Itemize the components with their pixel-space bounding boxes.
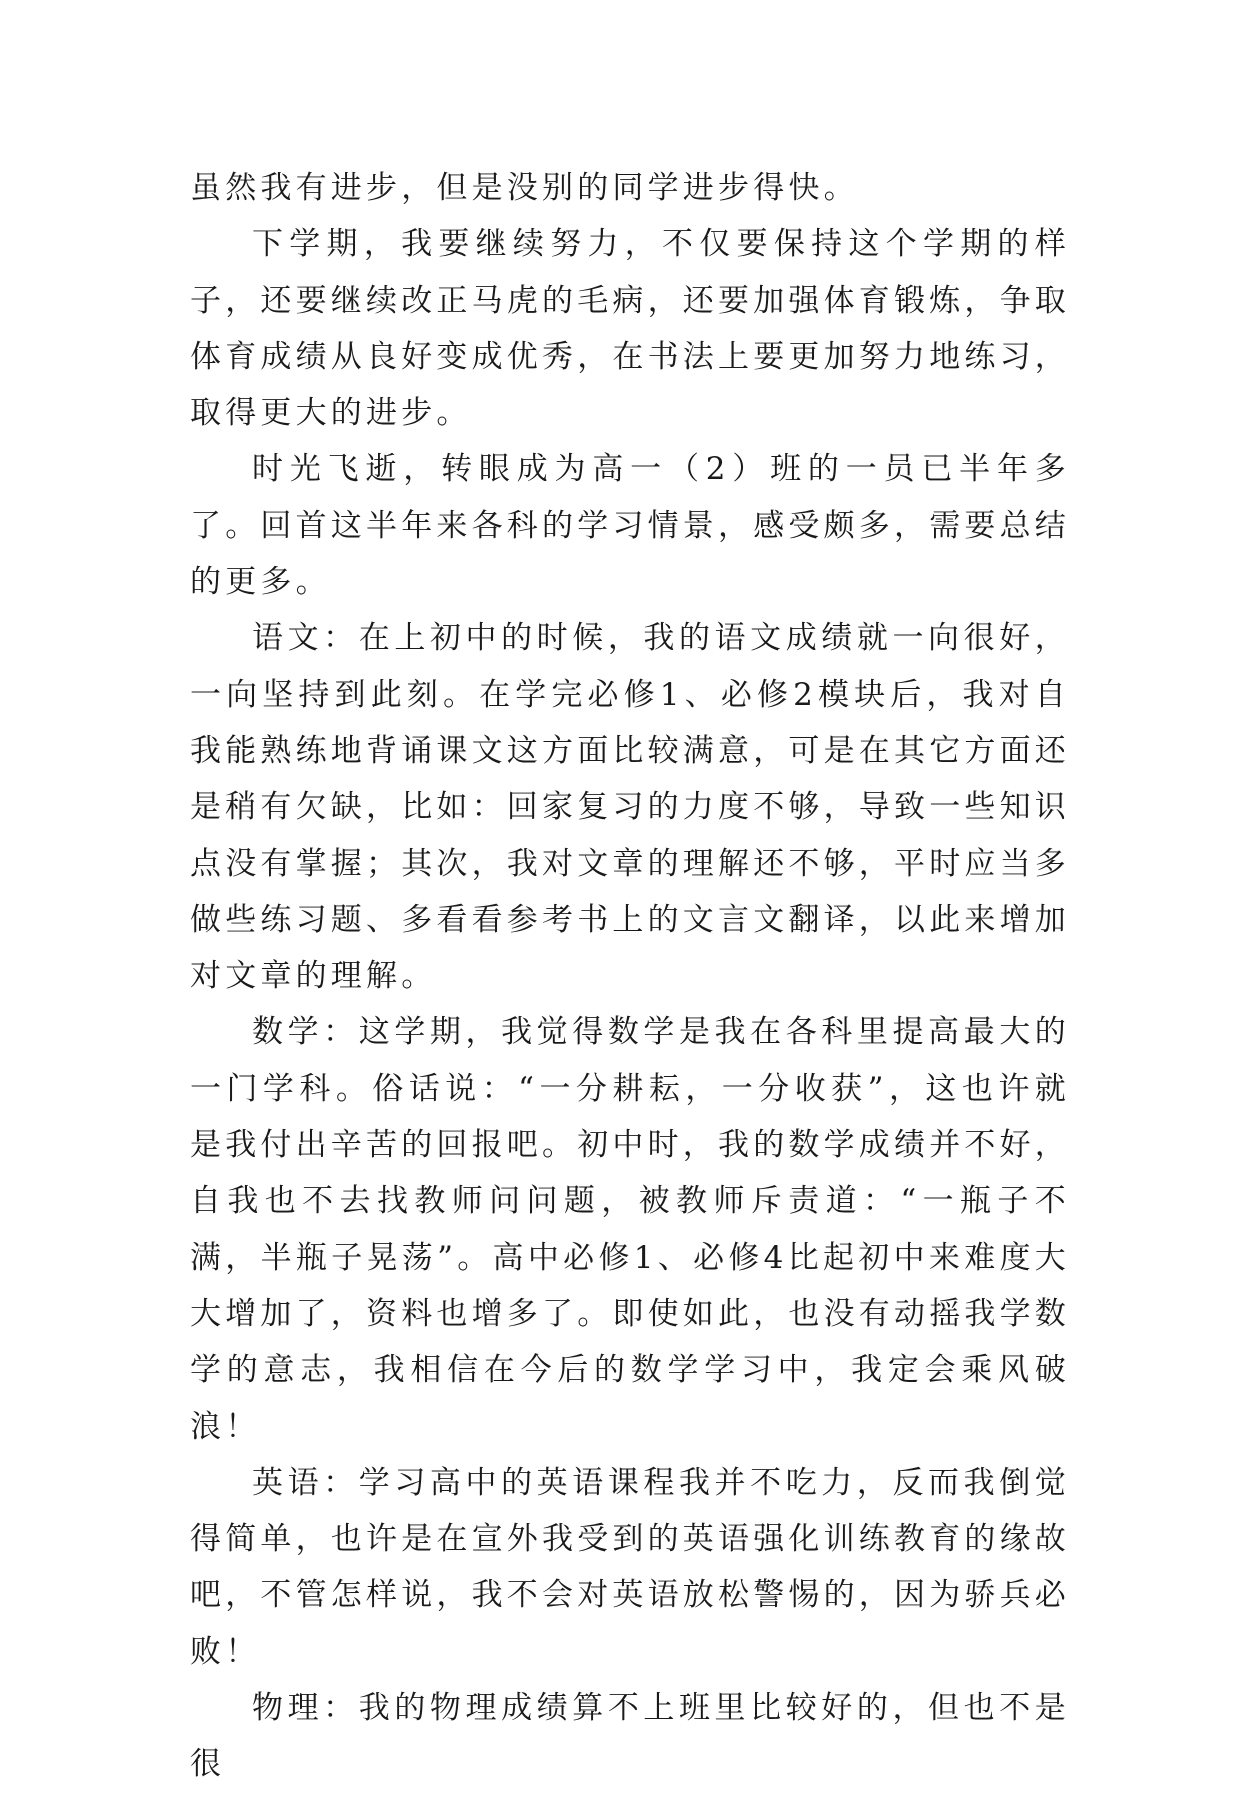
paragraph-intro: 时光飞逝，转眼成为高一（2）班的一员已半年多了。回首这半年来各科的学习情景，感受颇多，需要总结的更多。 [190,451,1070,601]
paragraph-english: 英语：学习高中的英语课程我并不吃力，反而我倒觉得简单，也许是在宣外我受到的英语强化训练教育的缘故吧，不管怎样说，我不会对英语放松警惕的，因为骄兵必败！ [190,1464,1070,1670]
paragraph-chinese: 语文：在上初中的时候，我的语文成绩就一向很好，一向坚持到此刻。在学完必修1、必修2模块后，我对自我能熟练地背诵课文这方面比较满意，可是在其它方面还是稍有欠缺，比如：回家复习的力度不够，导致一些知识点没有掌握；其次，我对文章的理解还不够，平时应当多做些练习题、多看看参考书上的文言文翻译，以此来增加对文章的理解。 [190,620,1070,995]
document-body [190,160,1070,1793]
paragraph-next-semester: 下学期，我要继续努力，不仅要保持这个学期的样子，还要继续改正马虎的毛病，还要加强体育锻炼，争取体育成绩从良好变成优秀，在书法上要更加努力地练习，取得更大的进步。 [190,226,1070,432]
paragraph-continuation: 虽然我有进步，但是没别的同学进步得快。 [190,170,859,206]
paragraph-math: 数学：这学期，我觉得数学是我在各科里提高最大的一门学科。俗话说：“一分耕耘，一分收获”，这也许就是我付出辛苦的回报吧。初中时，我的数学成绩并不好，自我也不去找教师问问题，被教师斥责道：“一瓶子不满，半瓶子晃荡”。高中必修1、必修4比起初中来难度大大增加了，资料也增多了。即使如此，也没有动摇我学数学的意志，我相信在今后的数学学习中，我定会乘风破浪！ [190,1014,1070,1445]
paragraph-physics: 物理：我的物理成绩算不上班里比较好的，但也不是很 [190,1690,1070,1783]
